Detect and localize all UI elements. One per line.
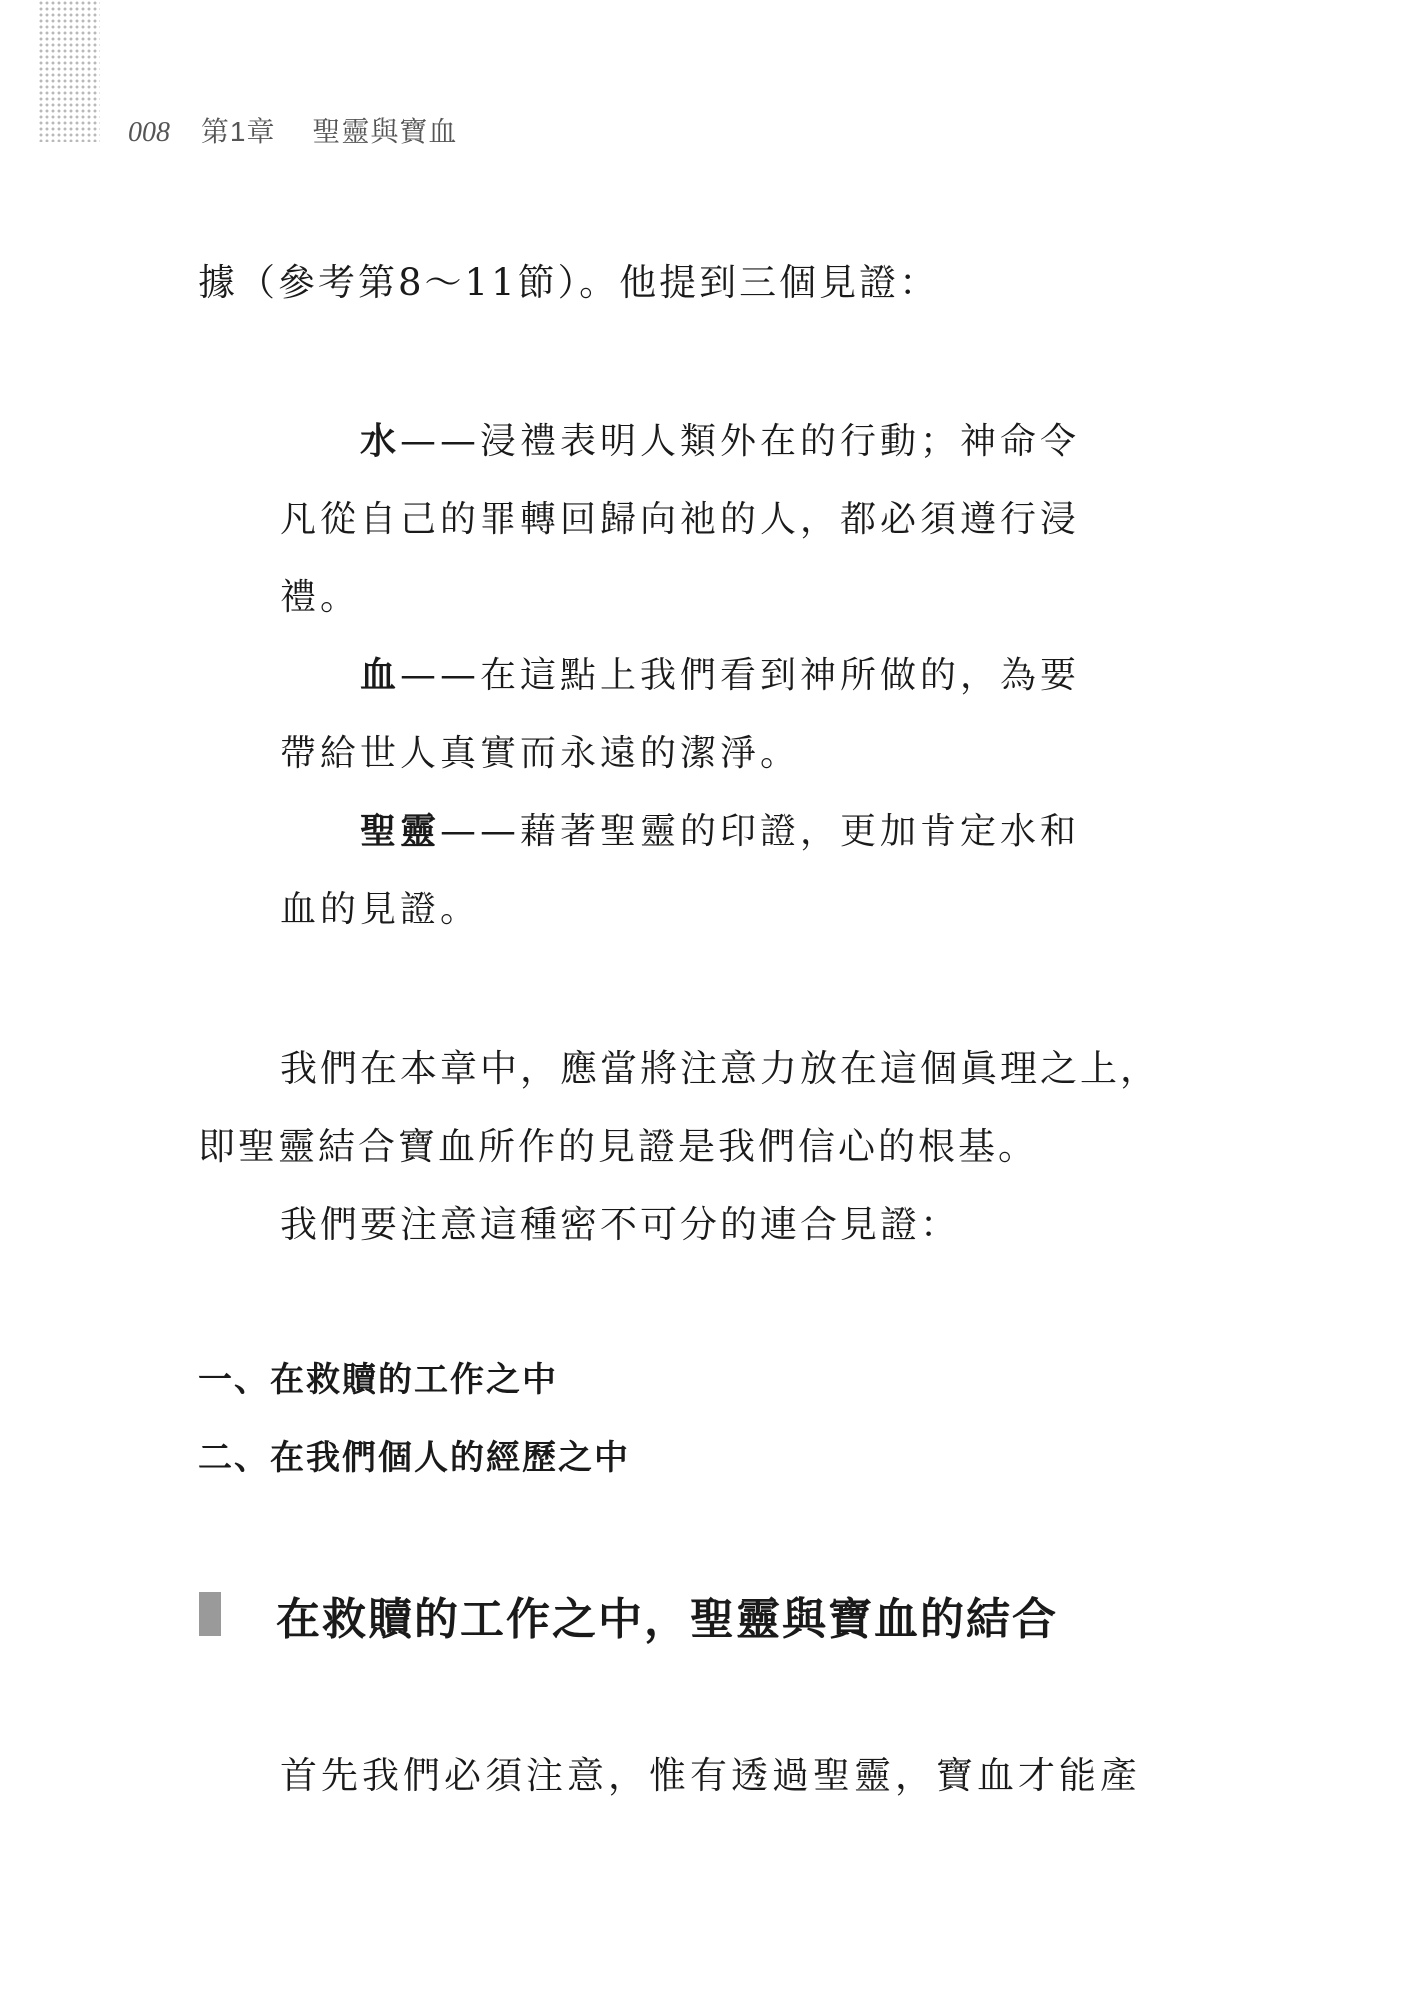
corner-dot-pattern	[38, 0, 100, 142]
witness-term: 聖靈	[360, 811, 441, 852]
witness-text: 藉著聖靈的印證，更加肯定水和	[520, 811, 1081, 852]
witness-text: 在這點上我們看到神所做的，為要	[480, 655, 1081, 696]
page-number: 008	[128, 117, 170, 148]
witness-text-line: 凡從自己的罪轉回歸向祂的人，都必須遵行浸	[280, 499, 1081, 540]
running-header	[128, 110, 457, 150]
paragraph-line: 我們在本章中，應當將注意力放在這個眞理之上，	[280, 1047, 1160, 1090]
chapter-title: 聖靈與寶血	[312, 116, 458, 147]
witness-water-line	[360, 413, 1080, 464]
intro-line: 據（參考第8～11節）。他提到三個見證：	[198, 261, 940, 304]
witness-text-line: 禮。	[280, 577, 361, 618]
witness-spirit-line	[360, 803, 1080, 854]
paragraph-line: 我們要注意這種密不可分的連合見證：	[280, 1203, 960, 1246]
paragraph-line: 首先我們必須注意，惟有透過聖靈，寶血才能產	[280, 1754, 1141, 1797]
witness-text-line: 帶給世人真實而永遠的潔淨。	[280, 733, 801, 774]
point-item: 一、在救贖的工作之中	[198, 1360, 558, 1400]
witness-term: 水	[360, 421, 401, 462]
witness-text-line: 血的見證。	[280, 889, 481, 930]
point-item: 二、在我們個人的經歷之中	[198, 1438, 630, 1478]
witness-blood-line	[360, 647, 1080, 698]
em-dash: ——	[440, 811, 521, 852]
chapter-label: 第1章	[200, 116, 276, 147]
section-heading: 在救贖的工作之中，聖靈與寶血的結合	[276, 1594, 1058, 1645]
em-dash: ——	[400, 655, 481, 696]
em-dash: ——	[400, 421, 481, 462]
witness-term: 血	[360, 655, 401, 696]
section-marker-bar	[199, 1592, 221, 1636]
witness-text: 浸禮表明人類外在的行動；神命令	[480, 421, 1081, 462]
paragraph-line: 即聖靈結合寶血所作的見證是我們信心的根基。	[198, 1125, 1038, 1168]
